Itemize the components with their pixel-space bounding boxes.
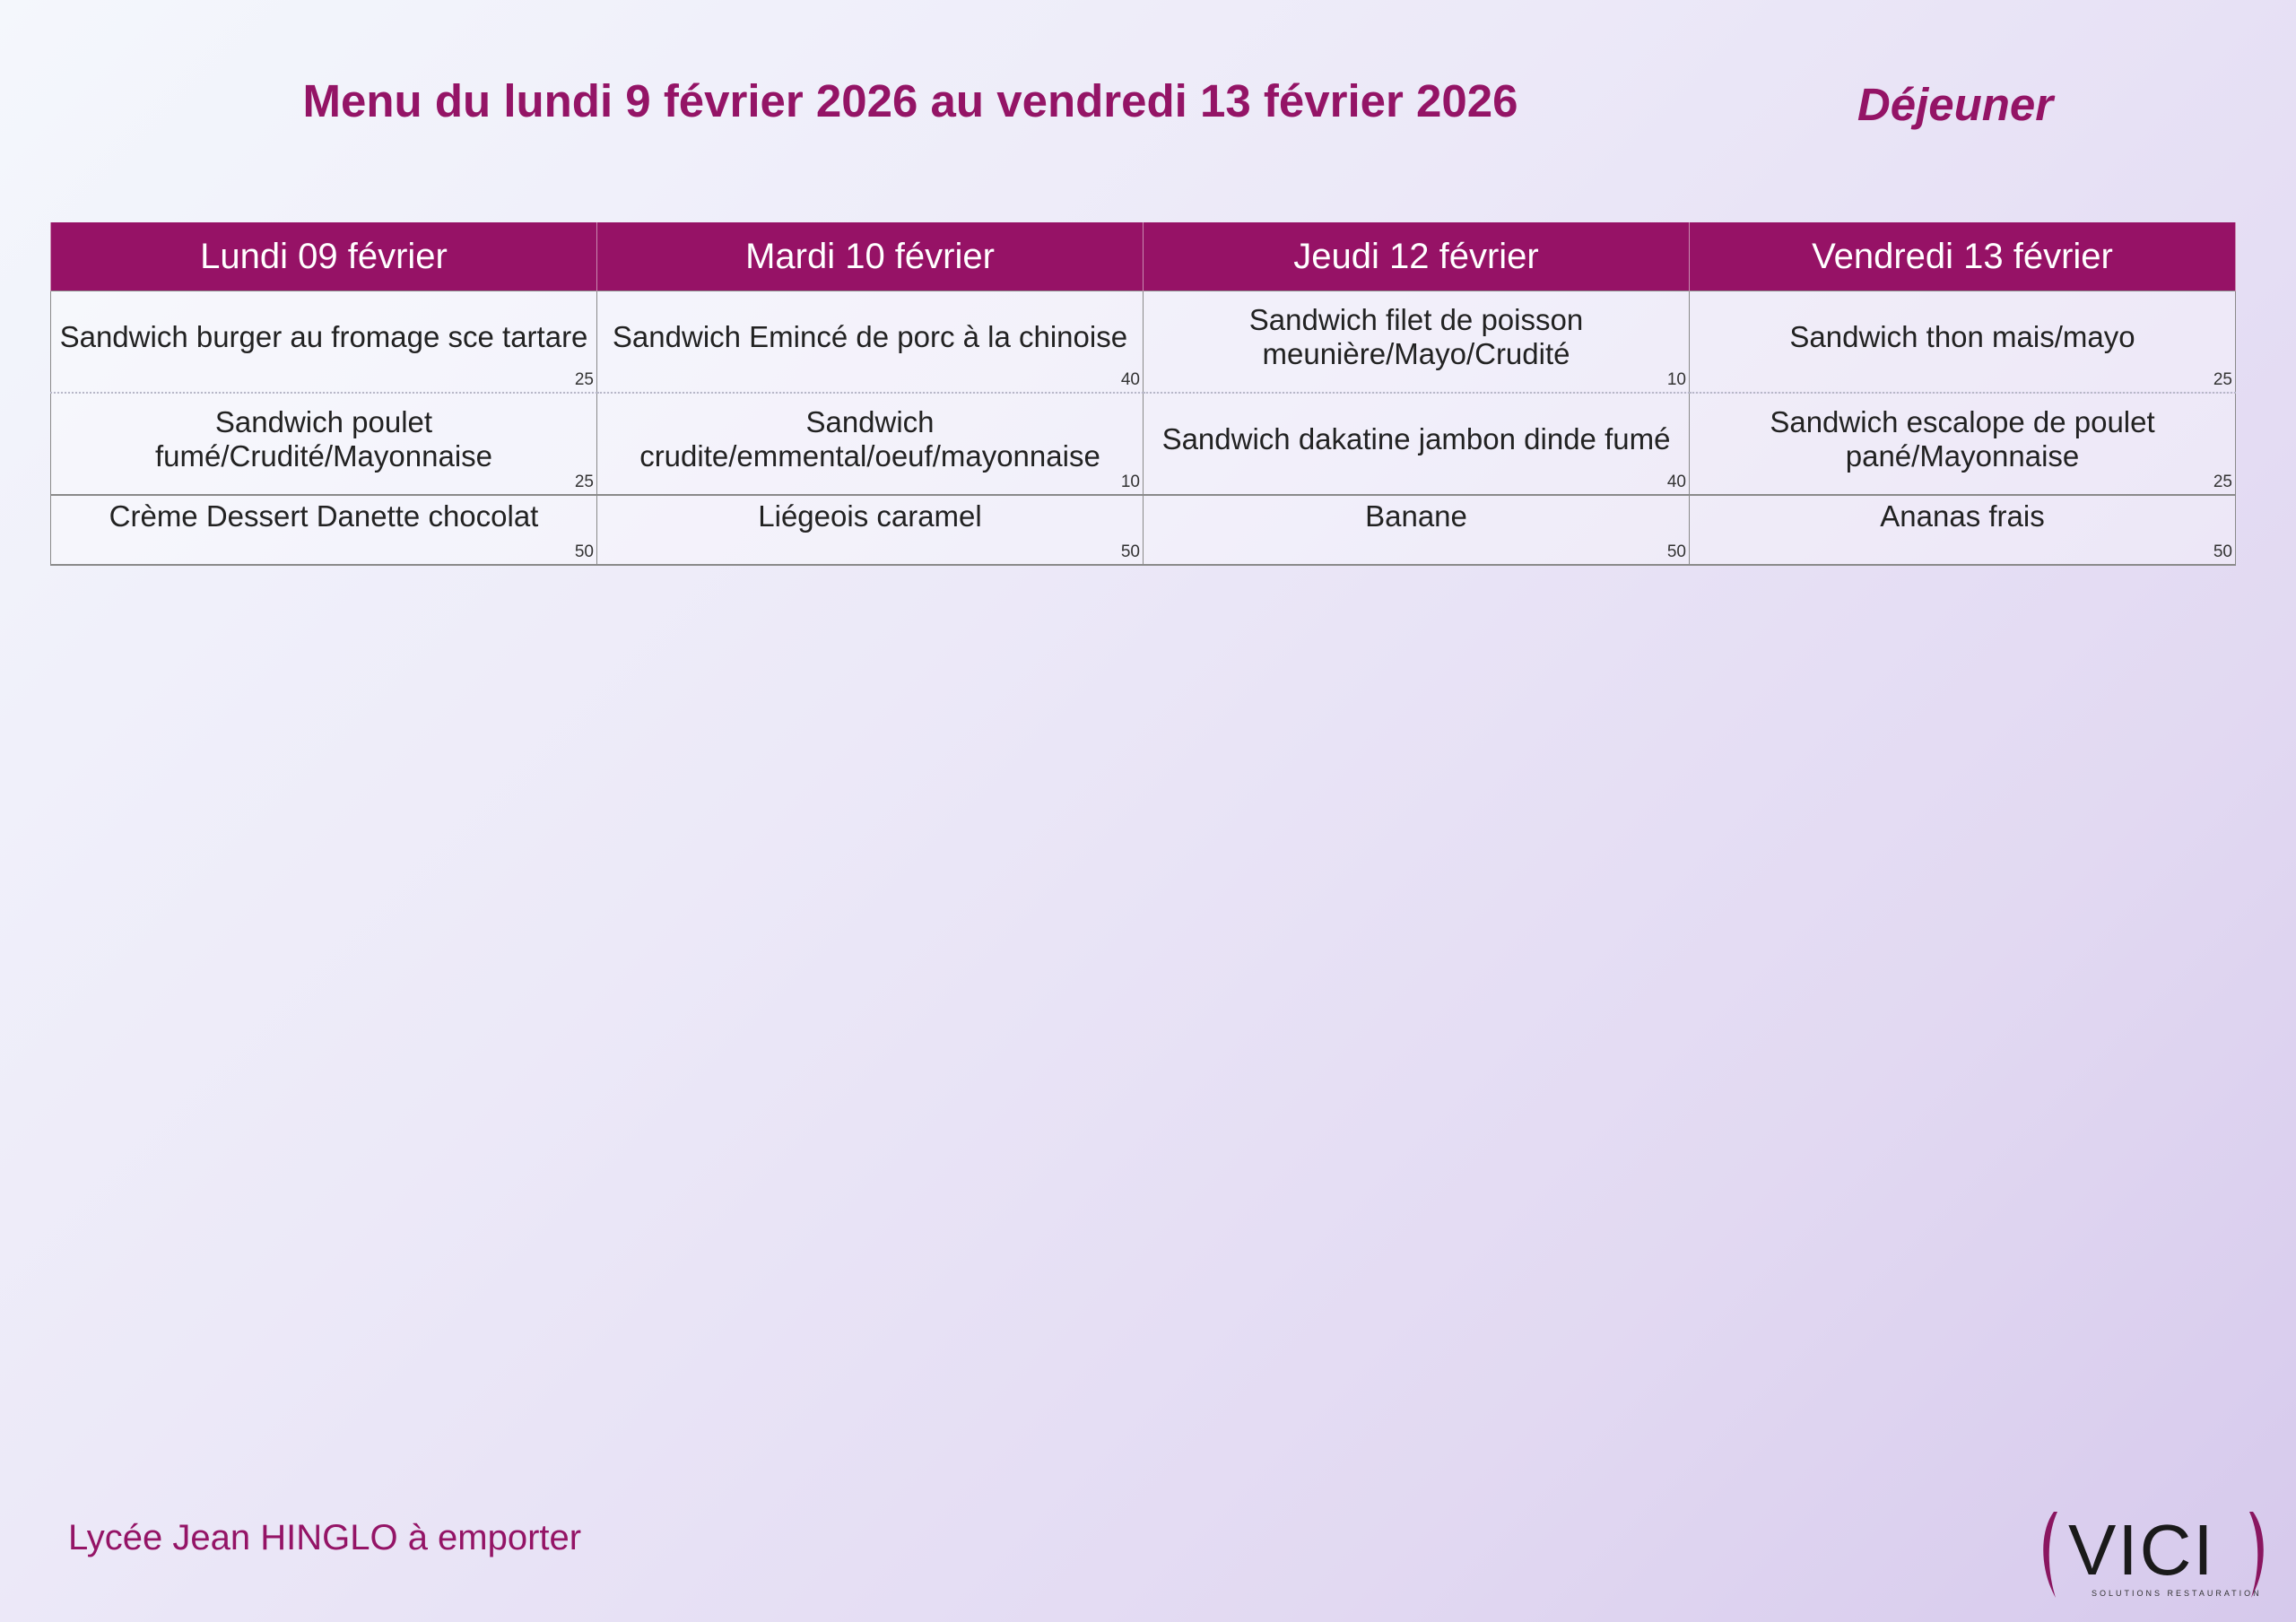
dish-quantity: 50 bbox=[2213, 542, 2232, 561]
meal-label: Déjeuner bbox=[1857, 79, 2054, 130]
dish-name: Ananas frais bbox=[1880, 499, 2045, 533]
dish-name: Sandwich filet de poisson meunière/Mayo/Crudité bbox=[1248, 303, 1584, 370]
table-row bbox=[51, 495, 2236, 565]
column-header-thursday: Jeudi 12 février bbox=[1144, 222, 1690, 291]
menu-cell bbox=[51, 495, 597, 565]
dish-quantity: 50 bbox=[1666, 542, 1686, 561]
menu-cell bbox=[1690, 291, 2236, 394]
menu-table bbox=[50, 222, 2236, 566]
dish-quantity: 40 bbox=[1120, 370, 1140, 389]
menu-cell bbox=[51, 393, 597, 495]
dish-name: Crème Dessert Danette chocolat bbox=[109, 499, 539, 533]
menu-cell bbox=[1144, 291, 1690, 394]
menu-cell bbox=[1144, 393, 1690, 495]
dish-name: Liégeois caramel bbox=[758, 499, 982, 533]
dish-name: Sandwich dakatine jambon dinde fumé bbox=[1161, 422, 1671, 455]
vici-logo-mark bbox=[2041, 1505, 2274, 1605]
menu-cell bbox=[1144, 495, 1690, 565]
menu-cell bbox=[1690, 495, 2236, 565]
table-header-row bbox=[51, 222, 2236, 291]
logo-left-bracket bbox=[2043, 1512, 2057, 1598]
logo-text: VICI bbox=[2068, 1510, 2215, 1590]
menu-cell bbox=[1690, 393, 2236, 495]
dish-quantity: 25 bbox=[2213, 473, 2232, 491]
column-header-monday: Lundi 09 février bbox=[51, 222, 597, 291]
dish-name: Banane bbox=[1365, 499, 1467, 533]
logo-tagline: SOLUTIONS RESTAURATION bbox=[2092, 1589, 2262, 1598]
school-name: Lycée Jean HINGLO à emporter bbox=[68, 1518, 582, 1557]
dish-quantity: 50 bbox=[1120, 542, 1140, 561]
dish-name: Sandwich crudite/emmental/oeuf/mayonnaise bbox=[639, 405, 1100, 473]
dish-quantity: 25 bbox=[2213, 370, 2232, 389]
vici-logo bbox=[2041, 1505, 2274, 1605]
table-row bbox=[51, 291, 2236, 394]
table-row bbox=[51, 393, 2236, 495]
dish-quantity: 10 bbox=[1120, 473, 1140, 491]
dish-quantity: 10 bbox=[1666, 370, 1686, 389]
column-header-friday: Vendredi 13 février bbox=[1690, 222, 2236, 291]
dish-quantity: 25 bbox=[574, 370, 594, 389]
column-header-tuesday: Mardi 10 février bbox=[597, 222, 1144, 291]
dish-name: Sandwich burger au fromage sce tartare bbox=[59, 320, 588, 353]
page-title: Menu du lundi 9 février 2026 au vendredi 13 février 2026 bbox=[302, 75, 1518, 126]
menu-cell bbox=[597, 291, 1144, 394]
menu-cell bbox=[51, 291, 597, 394]
dish-name: Sandwich thon mais/mayo bbox=[1789, 320, 2135, 353]
dish-quantity: 25 bbox=[574, 473, 594, 491]
menu-cell bbox=[597, 495, 1144, 565]
dish-name: Sandwich Emincé de porc à la chinoise bbox=[612, 320, 1128, 353]
logo-right-bracket bbox=[2249, 1512, 2264, 1598]
dish-name: Sandwich poulet fumé/Crudité/Mayonnaise bbox=[154, 405, 493, 473]
dish-name: Sandwich escalope de poulet pané/Mayonnaise bbox=[1770, 405, 2155, 473]
dish-quantity: 40 bbox=[1666, 473, 1686, 491]
menu-cell bbox=[597, 393, 1144, 495]
dish-quantity: 50 bbox=[574, 542, 594, 561]
